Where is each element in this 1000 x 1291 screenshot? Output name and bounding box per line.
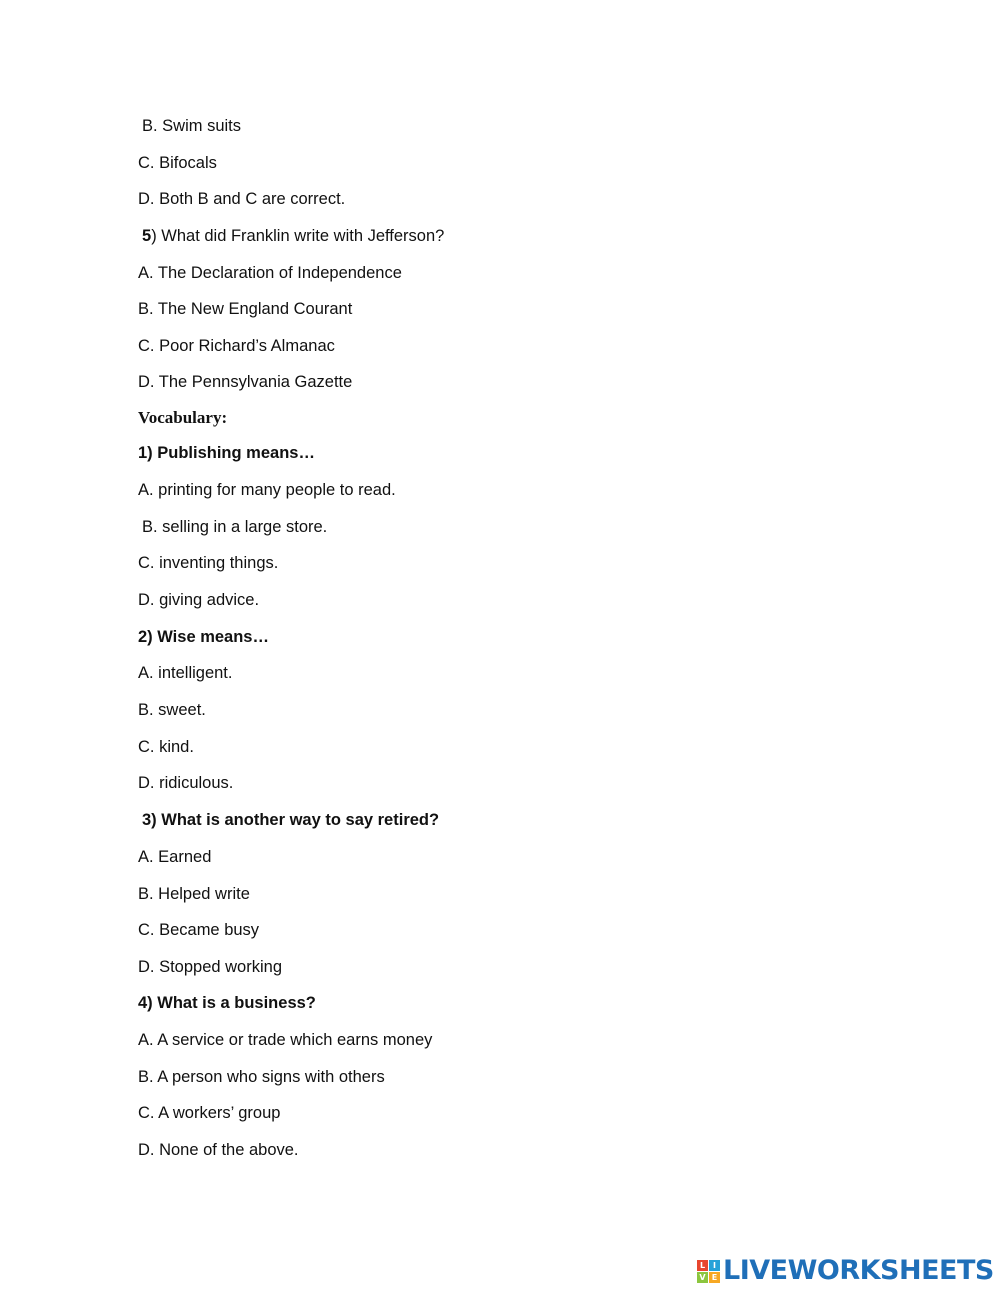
option-a: A. A service or trade which earns money [138,1031,433,1049]
option-b: B. selling in a large store. [142,518,328,536]
option-a: A. intelligent. [138,664,233,682]
option-d: D. The Pennsylvania Gazette [138,373,353,391]
option-d: D. Stopped working [138,958,282,976]
option-a: A. printing for many people to read. [138,481,396,499]
option-d: D. None of the above. [138,1141,299,1159]
option-c: C. inventing things. [138,554,279,572]
option-c: C. A workers’ group [138,1104,281,1122]
vocab-question-3: 3) What is another way to say retired? [142,811,440,829]
vocab-question-2: 2) Wise means… [138,628,269,646]
option-c: C. Bifocals [138,154,217,172]
question-number: 5 [142,227,152,245]
logo-letter: E [709,1272,720,1283]
option-a: A. Earned [138,848,212,866]
logo-letter: L [697,1260,708,1271]
vocab-question-1: 1) Publishing means… [138,444,315,462]
logo-letter: I [709,1260,720,1271]
option-b: B. A person who signs with others [138,1068,385,1086]
option-d: D. giving advice. [138,591,260,609]
question-5 [142,226,444,246]
logo-text: LIVEWORKSHEETS [723,1255,994,1286]
option-b: B. The New England Courant [138,300,353,318]
logo-letter: V [697,1272,708,1283]
section-heading: Vocabulary: [138,408,228,427]
option-b: B. sweet. [138,701,206,719]
option-c: C. kind. [138,738,194,756]
option-d: D. ridiculous. [138,774,234,792]
option-b: B. Helped write [138,885,250,903]
vocab-question-4: 4) What is a business? [138,994,316,1012]
option-c: C. Became busy [138,921,260,939]
option-b: B. Swim suits [142,117,242,135]
option-c: C. Poor Richard’s Almanac [138,337,335,355]
option-d: D. Both B and C are correct. [138,190,346,208]
liveworksheets-logo [697,1256,994,1286]
option-a: A. The Declaration of Independence [138,264,402,282]
logo-icon [697,1260,720,1283]
question-text: ) What did Franklin write with Jefferson? [151,227,445,245]
